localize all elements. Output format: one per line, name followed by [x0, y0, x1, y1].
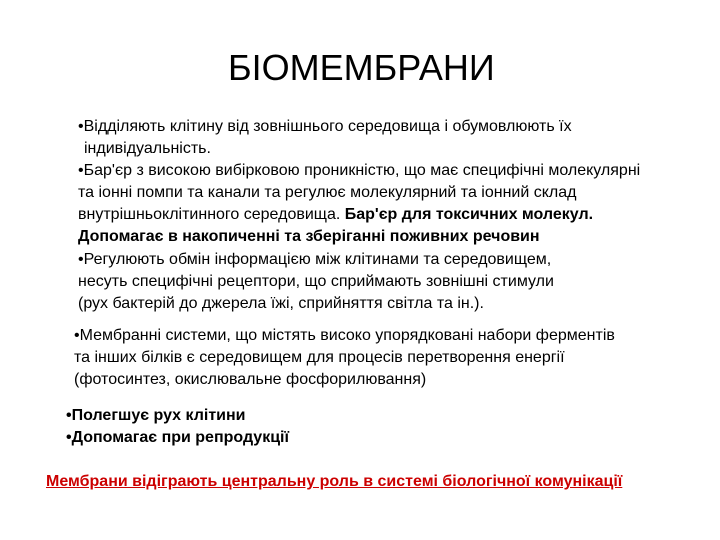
bullet-membrane-systems-line-3: (фотосинтез, окислювальне фосфорилювання) — [74, 371, 427, 388]
bullet-membrane-systems-line-2: та інших білків є середовищем для процесів перетворення енергії — [74, 349, 565, 366]
bullet-barrier-line-4: Допомагає в накопиченні та зберіганні поживних речовин — [78, 228, 540, 245]
bullet-movement-line: •Полегшує рух клітини — [66, 407, 246, 424]
bullet-barrier-line-3-bold: Бар'єр для токсичних молекул. — [344, 206, 594, 223]
bullet-information-line-1: •Регулюють обмін інформацією між клітинами та середовищем, — [78, 251, 552, 268]
bullet-barrier-line-3 — [78, 204, 640, 226]
footer-statement: Мембрани відіграють центральну роль в системі біологічної комунікації — [46, 473, 623, 490]
bullet-barrier — [78, 160, 640, 248]
slide-title: БІОМЕМБРАНИ — [228, 47, 495, 88]
bullet-barrier-line-1: •Бар'єр з високою вибірковою проникністю, що має специфічні молекулярні — [78, 162, 641, 179]
bullet-information-line-2: несуть специфічні рецептори, що сприймають зовнішні стимули — [78, 273, 554, 290]
bullet-information — [78, 249, 554, 315]
bullet-reproduction-line: •Допомагає при репродукції — [66, 429, 289, 446]
bullet-separation — [78, 116, 572, 160]
bullet-barrier-line-3-normal: внутрішньоклітинного середовища. — [78, 206, 345, 223]
bullet-membrane-systems — [74, 325, 615, 391]
bullet-barrier-line-2: та іонні помпи та канали та регулює молекулярний та іонний склад — [78, 184, 577, 201]
bullet-membrane-systems-line-1: •Мембранні системи, що містять високо упорядковані набори ферментів — [74, 327, 615, 344]
bullet-separation-line-2: індивідуальність. — [84, 140, 211, 157]
bullet-information-line-3: (рух бактерій до джерела їжі, сприйняття світла та ін.). — [78, 295, 484, 312]
bullet-separation-line-1: •Відділяють клітину від зовнішнього середовища і обумовлюють їх — [78, 118, 572, 135]
bullet-movement-reproduction — [66, 405, 289, 449]
